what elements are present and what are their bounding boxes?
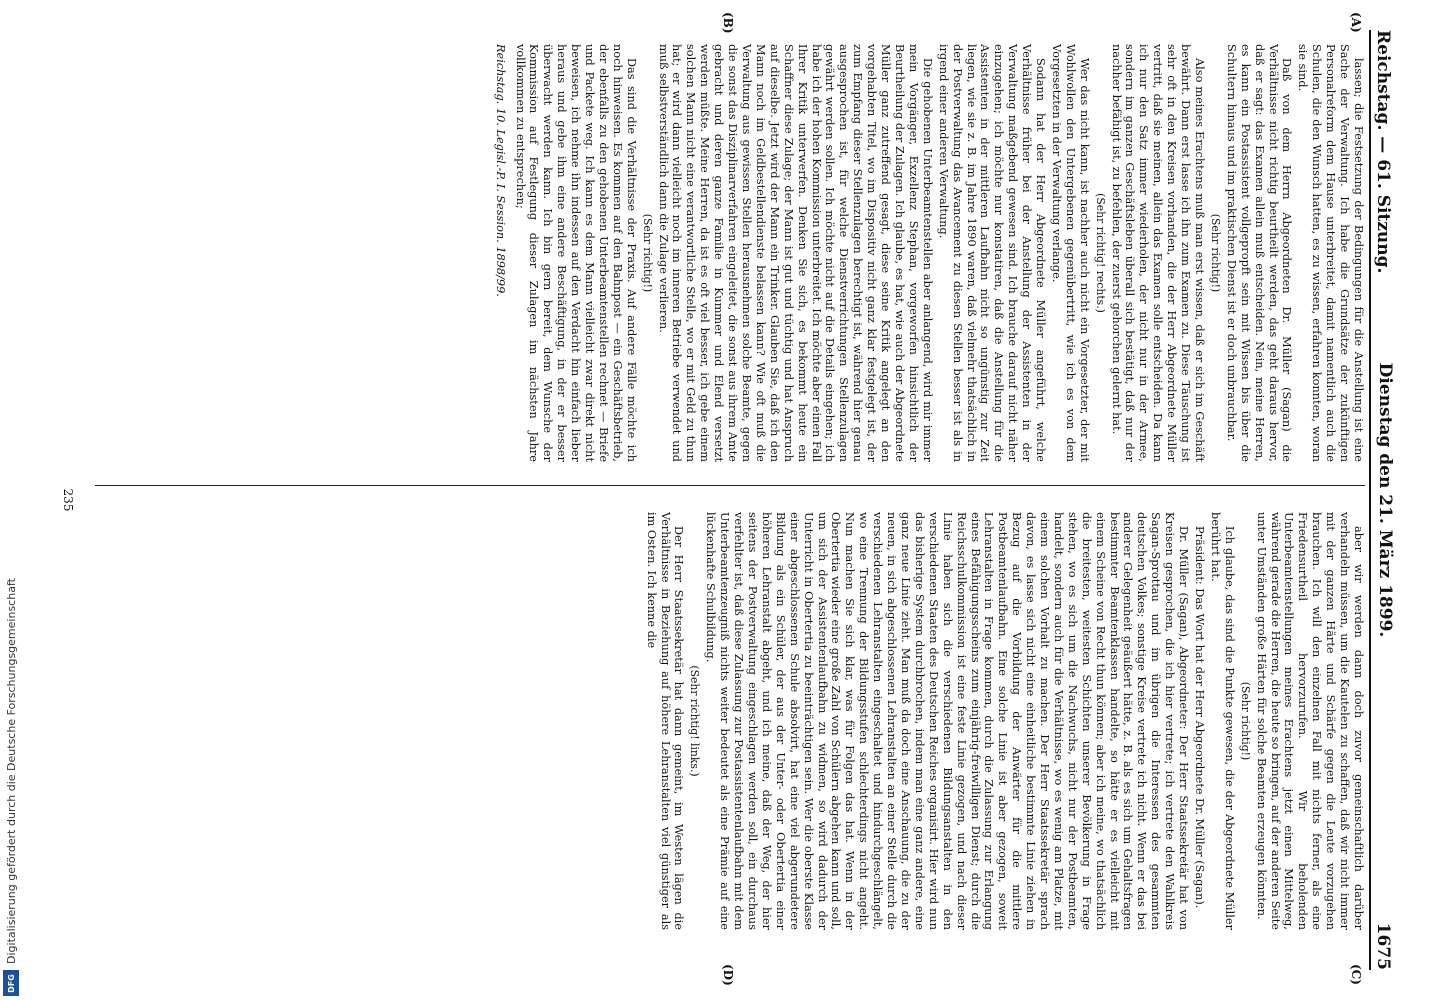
paragraph: Sodann hat der Herr Abgeordnete Müller angeführt, welche Verhältnisse früher bei der Anstellung der Assistenten in der Verwaltung maßgebend gewesen sind. Ich brauche darauf nicht näher einzugehen; ich möchte nur konstatiren, daß die Anstellung für die Assistenten in der mittleren Laufbahn nicht so ungünstig zur Zeit liegen, wie sie z. B. im Jahre 1890 waren, daß vielmehr thatsächlich in der Postverwaltung das Avancement zu diesen Stellen besser ist als in irgend einer anderen Verwaltung.: [936, 44, 1048, 462]
session-signature: Reichstag. 10. Legisl.-P. I. Session. 1898/99.: [493, 44, 507, 297]
header-session: Reichstag. — 61. Sitzung.: [1373, 30, 1393, 274]
paragraph: Der Herr Staatssekretär hat dann gemeint, im Westen lägen die Verhältnisse in Beziehung auf höhere Lehranstalten viel günstiger als im Osten. Ich kenne die: [644, 512, 686, 930]
paragraph: Ich glaube, das sind die Punkte gewesen, die der Abgeordnete Müller berührt hat.: [1208, 512, 1236, 930]
page-number: 1675: [1373, 922, 1393, 970]
margin-marker-b: (B): [721, 12, 735, 34]
paragraph: Daß von dem Herrn Abgeordneten Dr. Müller (Sagan) die Verhältnisse nicht richtig beurtheilt werden, das geht daraus hervor, daß er sagt: das Examen allein muß entscheiden. Nein, meine Herren, es kann ein Postassistent vollgepropft sein mit Wissen bis über die Schultern hinaus und im praktischen Dienst ist er doch unbrauchbar.: [1224, 44, 1294, 462]
paragraph: Wer das nicht kann, ist nachher auch nicht ein Vorgesetzter, der mit Wohlwollen den Untergebenen gegenübertritt, wie ich es von dem Vorgesetzten in der Verwaltung verlange.: [1049, 44, 1091, 462]
margin-marker-d: (D): [721, 964, 735, 986]
paragraph: Präsident: Das Wort hat der Herr Abgeordnete Dr. Müller (Sagan).: [1193, 526, 1207, 909]
dfg-logo: [3, 970, 19, 996]
interjection: (Sehr richtig!): [1208, 213, 1222, 293]
interjection: (Sehr richtig!): [1238, 681, 1252, 761]
dfg-logo-text: DFG: [6, 973, 16, 993]
interjection: (Sehr richtig! rechts.): [1093, 193, 1107, 313]
margin-marker-c: (C): [1349, 964, 1363, 985]
footer-number: 235: [61, 488, 75, 512]
margin-marker-a: (A): [1349, 12, 1363, 33]
paragraph: aber wir werden dann doch zuvor gemeinschaftlich darüber verhandeln müssen, um die Kautelen zu schaffen, daß wir nicht immer mit der ganzen Härte und Schärfe gegen die Leute vorzugehen brauchen. Ich will den einzelnen Fall mit nichts ferner, als eine Friedensurtheil hervorzurufen. Wir beholenden Unterbeamtenstellungen meines Erachtens jetzt einen Mittelweg, während gerade die Herren, die heute so bringen, auf der anderen Seite unter Umständen große Härten für solche Beamten erzeugen könnten.: [1254, 512, 1365, 930]
paragraph: lassen; die Festsetzung der Bedingungen für die Anstellung ist eine Sache der Verwaltung. Ich habe die Grundsätze der zukünftigen Personalreform dem Hause unterbreitet, damit namentlich auch die Schulen, die den Wunsch hatten, es zu wissen, erfahren konnten, woran sie sind.: [1296, 44, 1365, 462]
interjection: (Sehr richtig!): [640, 213, 654, 293]
interjection: (Sehr richtig! links.): [688, 665, 702, 777]
scanned-page: [25, 0, 1425, 1000]
paragraph: Also meines Erachtens muß man erst wissen, daß er sich im Geschäft bewährt. Dann erst lasse ich ihn zum Examen zu. Diese Täuschung ist sehr oft in den Kreisen vorhanden, die der Herr Abgeordnete Müller vertritt, daß sie meinen, allein das Examen solle entscheiden. Da kann ich nur den Satz immer wiederholen, der nicht nur in der Armee, sondern im ganzen Geschäftsleben überall sich bestätigt, daß nur der nachher befähigt ist, zu befehlen, der zuerst gehorchen gelernt hat.: [1109, 44, 1207, 462]
left-column: [85, 44, 1365, 462]
column-divider: [95, 485, 1365, 486]
paragraph: Die gehobenen Unterbeamtenstellen aber anlangend, wird mir immer mein Vorgänger, Exzellenz Stephan, vorgeworfen hinsichtlich der Beurtheilung der Zulagen. Ich glaube, es hat, wie auch der Abgeordnete Müller ganz zutreffend gesagt, diese seine Kritik angelegt an den vorgehabten Titel, wo im Dispositiv nicht ganz klar festgelegt ist, der zum Empfang dieser Stellenzulagen berechtigt ist, während hier genau ausgesprochen ist, für welche Dienstverrichtungen Stellenzulagen gewährt werden sollen. Ich möchte nicht auf die Details eingehen; ich habe ich der hohen Kommission unterbreitet. Ich möchte aber einen Fall Ihrer Kritik unterwerfen. Denken Sie sich, es bekommt heute ein Schaffner diese Zulage; der Mann ist gut und tüchtig und hat Anspruch auf dieselbe. Jetzt wird der Mann ein Trinker. Glauben Sie, daß ich den Mann noch im Geldbestellendienste belassen kann? Wie oft muß die Verwaltung aus gewissen Stellen herausnehmen solche Beamte, gegen die sonst das Disziplinarverfahren eingeleitet, die sonst aus ihrem Amte gebracht und deren ganze Familie in Kummer und Elend versetzt werden müßte. Meine Herren, da ist es oft viel besser, ich gebe einem solchen Mann nicht eine verantwortliche Stelle, wo er mit Geld zu thun hat; er wird dann vielleicht noch im inneren Betriebe verwendet und muß selbstverständlich dann die Zulage verlieren.: [656, 44, 934, 462]
right-column: [85, 512, 1365, 930]
digitization-note: [0, 0, 22, 1000]
header-date: Dienstag den 21. März 1899.: [1375, 362, 1395, 638]
paragraph: Das sind die Verhältnisse der Praxis. Auf andere Fälle möchte ich noch hinweisen. Es kommen auf den Bahnpost — ein Geschäftsbetrieb, der ebenfalls zu den gehobenen Unterbeamtenstellen rechnet — Briefe und Packete weg. Ich kann es dem Mann vielleicht zwar direkt nicht beweisen, ich nehme ihn indessen auf den Verdacht hin einfach lieber heraus und gebe ihm eine andere Beschäftigung, in der er besser überwacht werden kann. Ich bin gern bereit, dem Wunsche der Kommission auf Festlegung dieser Zulagen im nächsten Jahre vollkommen zu entsprechen;: [513, 44, 638, 462]
page-header: [1369, 30, 1409, 970]
paragraph: Dr. Müller (Sagan), Abgeordneter: Der Herr Staatssekretär hat von Kreisen gesprochen, die ich hier vertrete; ich vertrete den Wahlkreis Sagan-Sprottau und im übrigen die Interessen des gesammten deutschen Volkes; sonstige Kreise vertrete ich nicht. Wenn er das bei anderer Gelegenheit geäußert hätte, z. B. als es sich um Gehaltsfragen bestimmter Beamtenklassen handelte, so hätte er es vielleicht mit einem Scheine von Recht thun können; aber ich meine, wo thatsächlich die breitesten, weitesten Schichten unserer Bevölkerung in Frage stehen, wo es sich um die Nachwuchs, nicht nur der Postbeamten, handelt, sondern auch für die Verhältnisse, wo es wenig am Platze, mit einem solchen Vorhalt zu machen. Der Herr Staatssekretär sprach davon, es lasse sich nicht eine einheitliche bestimmte Linie ziehen in Bezug auf die Vorbildung der Anwärter für die mittlere Postbeamtenlaufbahn. Eine solche Linie ist aber gezogen, soweit Lehranstalten in Frage kommen, durch die Zulassung zur Erlangung eines Befähigungsscheins zum einjährig-freiwilligen Dienst; durch die Reichsschulkommission ist eine feste Linie gezogen, und nach dieser Linie haben sich die verschiedenen Bildungsanstalten in den verschiedenen Staaten des Deutschen Reiches organisirt. Hier wird nun das bisherige System durchbrochen, indem man eine ganz andere, eine ganz neue Linie zieht. Man muß da doch eine Anschauung, die zu der neuen, in sich abgeschlossenen Lehranstalten an einer Stelle durch die verschiedenen Lehranstalten eingeschaltet und hindurchgeschlängelt, wo eine Trennung der Bildungsstufen schlechterdings nicht angeht. Nun machen Sie sich klar, was für Folgen das hat. Wenn in der Obertertia wieder eine große Zahl von Schülern abgehen kann und soll, um sich der Assistentenlaufbahn zu widmen, so wird dadurch der Unterricht in Obertertia zu beeinträchtigen sein. Wer die oberste Klasse einer abgeschlossenen Schule absolvirt, hat eine viel abgerundetere Bildung als ein Schüler, der aus der Unter- oder Obertertia einer höheren Lehranstalt abgeht, und ich meine, daß der Weg, der hier seitens der Postverwaltung eingeschlagen werden soll, ein durchaus verfehlter ist, daß diese Zulassung zur Postassistentenlaufbahn mit dem Unterbeamtenzeugniß nichts weiter bedeutet als eine Prämie auf eine lückenhafte Schulbildung.: [704, 512, 1191, 930]
digitization-note-text: Digitalisierung gefördert durch die Deutsche Forschungsgemeinschaft: [5, 578, 18, 964]
